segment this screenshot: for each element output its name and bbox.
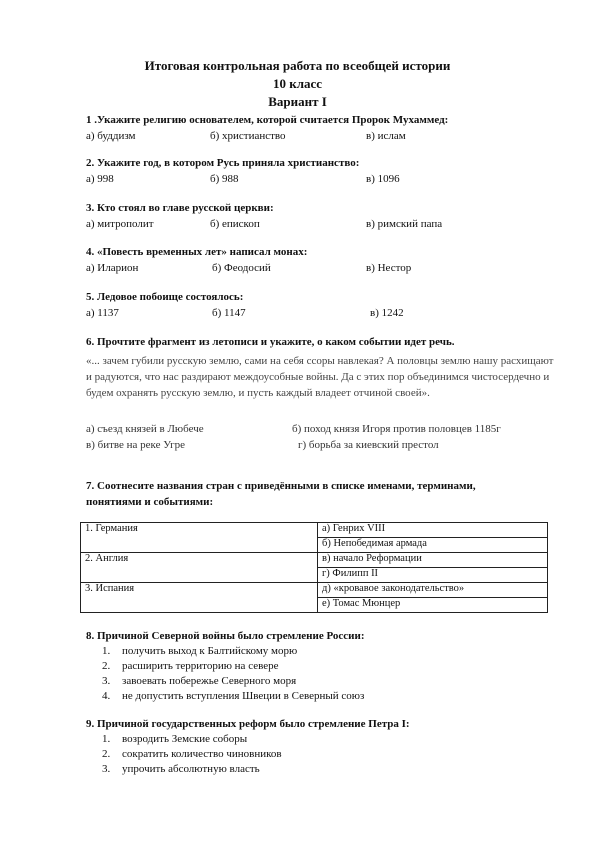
list-text: возродить Земские соборы (122, 733, 248, 745)
term-cell: д) «кровавое законодательство» (318, 583, 548, 598)
variant-label: Вариант I (268, 94, 327, 109)
list-text: сократить количество чиновников (122, 748, 282, 760)
country-cell: 1. Германия (81, 523, 318, 553)
table-row (81, 553, 548, 568)
question-6-option-c: в) битве на реке Угре (86, 439, 185, 451)
list-item (102, 645, 297, 657)
list-item (102, 748, 282, 760)
question-6-option-d: г) борьба за киевский престол (298, 439, 439, 451)
question-2-option-b: б) 988 (210, 173, 239, 185)
question-6: 6. Прочтите фрагмент из летописи и укажите, о каком событии идет речь. (86, 336, 455, 348)
list-item (102, 660, 279, 672)
question-5-option-a: а) 1137 (86, 307, 119, 319)
term-cell: г) Филипп II (318, 568, 548, 583)
question-3-option-c: в) римский папа (366, 218, 443, 230)
list-item (102, 763, 260, 775)
list-number: 2. (102, 748, 111, 760)
question-1-option-a: а) буддизм (86, 130, 136, 142)
chronicle-fragment: «... зачем губили русскую землю, сами на себя ссоры навлекая? А половцы землю нашу расхищают и радуются, что нас раздирают междоусобные войны. Да с этих пор объединимся чистосердечно и будем охранять русскую землю, и пусть каждый владеет отчиной своей». (86, 355, 554, 399)
question-5-option-c: в) 1242 (370, 307, 404, 319)
question-8: 8. Причиной Северной войны было стремление России: (86, 630, 365, 642)
list-number: 1. (102, 733, 111, 745)
question-5: 5. Ледовое побоище состоялось: (86, 291, 244, 303)
question-1-option-c: в) ислам (366, 130, 406, 142)
list-item (102, 733, 247, 745)
table-row (81, 583, 548, 598)
term-cell: б) Непобедимая армада (318, 538, 548, 553)
list-number: 4. (102, 690, 111, 702)
question-6-option-b: б) поход князя Игоря против половцев 1185г (292, 423, 501, 435)
question-7-line-2: понятиями и событиями: (86, 496, 214, 508)
question-4-option-a: а) Иларион (86, 262, 139, 274)
list-text: упрочить абсолютную власть (122, 763, 260, 775)
grade-label: 10 класс (272, 76, 323, 91)
question-2-option-c: в) 1096 (366, 173, 400, 185)
question-3-option-b: б) епископ (210, 218, 260, 230)
country-cell: 3. Испания (81, 583, 318, 613)
term-cell: а) Генрих VIII (318, 523, 548, 538)
question-5-option-b: б) 1147 (212, 307, 246, 319)
list-text: получить выход к Балтийскому морю (122, 645, 298, 657)
list-number: 1. (102, 645, 111, 657)
question-6-option-a: а) съезд князей в Любече (86, 423, 204, 435)
country-cell: 2. Англия (81, 553, 318, 583)
table-row (81, 523, 548, 538)
question-4-option-c: в) Нестор (366, 262, 412, 274)
list-item (102, 690, 364, 702)
question-2-option-a: а) 998 (86, 173, 114, 185)
matching-table (80, 522, 548, 613)
document-title: Итоговая контрольная работа по всеобщей истории (144, 58, 451, 73)
question-3: 3. Кто стоял во главе русской церкви: (86, 202, 274, 214)
term-cell: е) Томас Мюнцер (318, 598, 548, 613)
list-text: завоевать побережье Северного моря (122, 675, 297, 687)
list-text: не допустить вступления Швеции в Северный союз (122, 690, 365, 702)
question-1: 1 .Укажите религию основателем, которой считается Пророк Мухаммед: (86, 114, 449, 126)
list-item (102, 675, 296, 687)
question-7-line-1: 7. Соотнесите названия стран с приведёнными в списке именами, терминами, (86, 480, 476, 492)
question-9: 9. Причиной государственных реформ было стремление Петра I: (86, 718, 410, 730)
question-2: 2. Укажите год, в котором Русь приняла христианство: (86, 157, 360, 169)
term-cell: в) начало Реформации (318, 553, 548, 568)
question-4: 4. «Повесть временных лет» написал монах: (86, 246, 308, 258)
list-number: 3. (102, 763, 111, 775)
question-1-option-b: б) христианство (210, 130, 286, 142)
list-number: 3. (102, 675, 111, 687)
list-number: 2. (102, 660, 111, 672)
list-text: расширить территорию на севере (122, 660, 279, 672)
question-3-option-a: а) митрополит (86, 218, 154, 230)
question-4-option-b: б) Феодосий (212, 262, 271, 274)
